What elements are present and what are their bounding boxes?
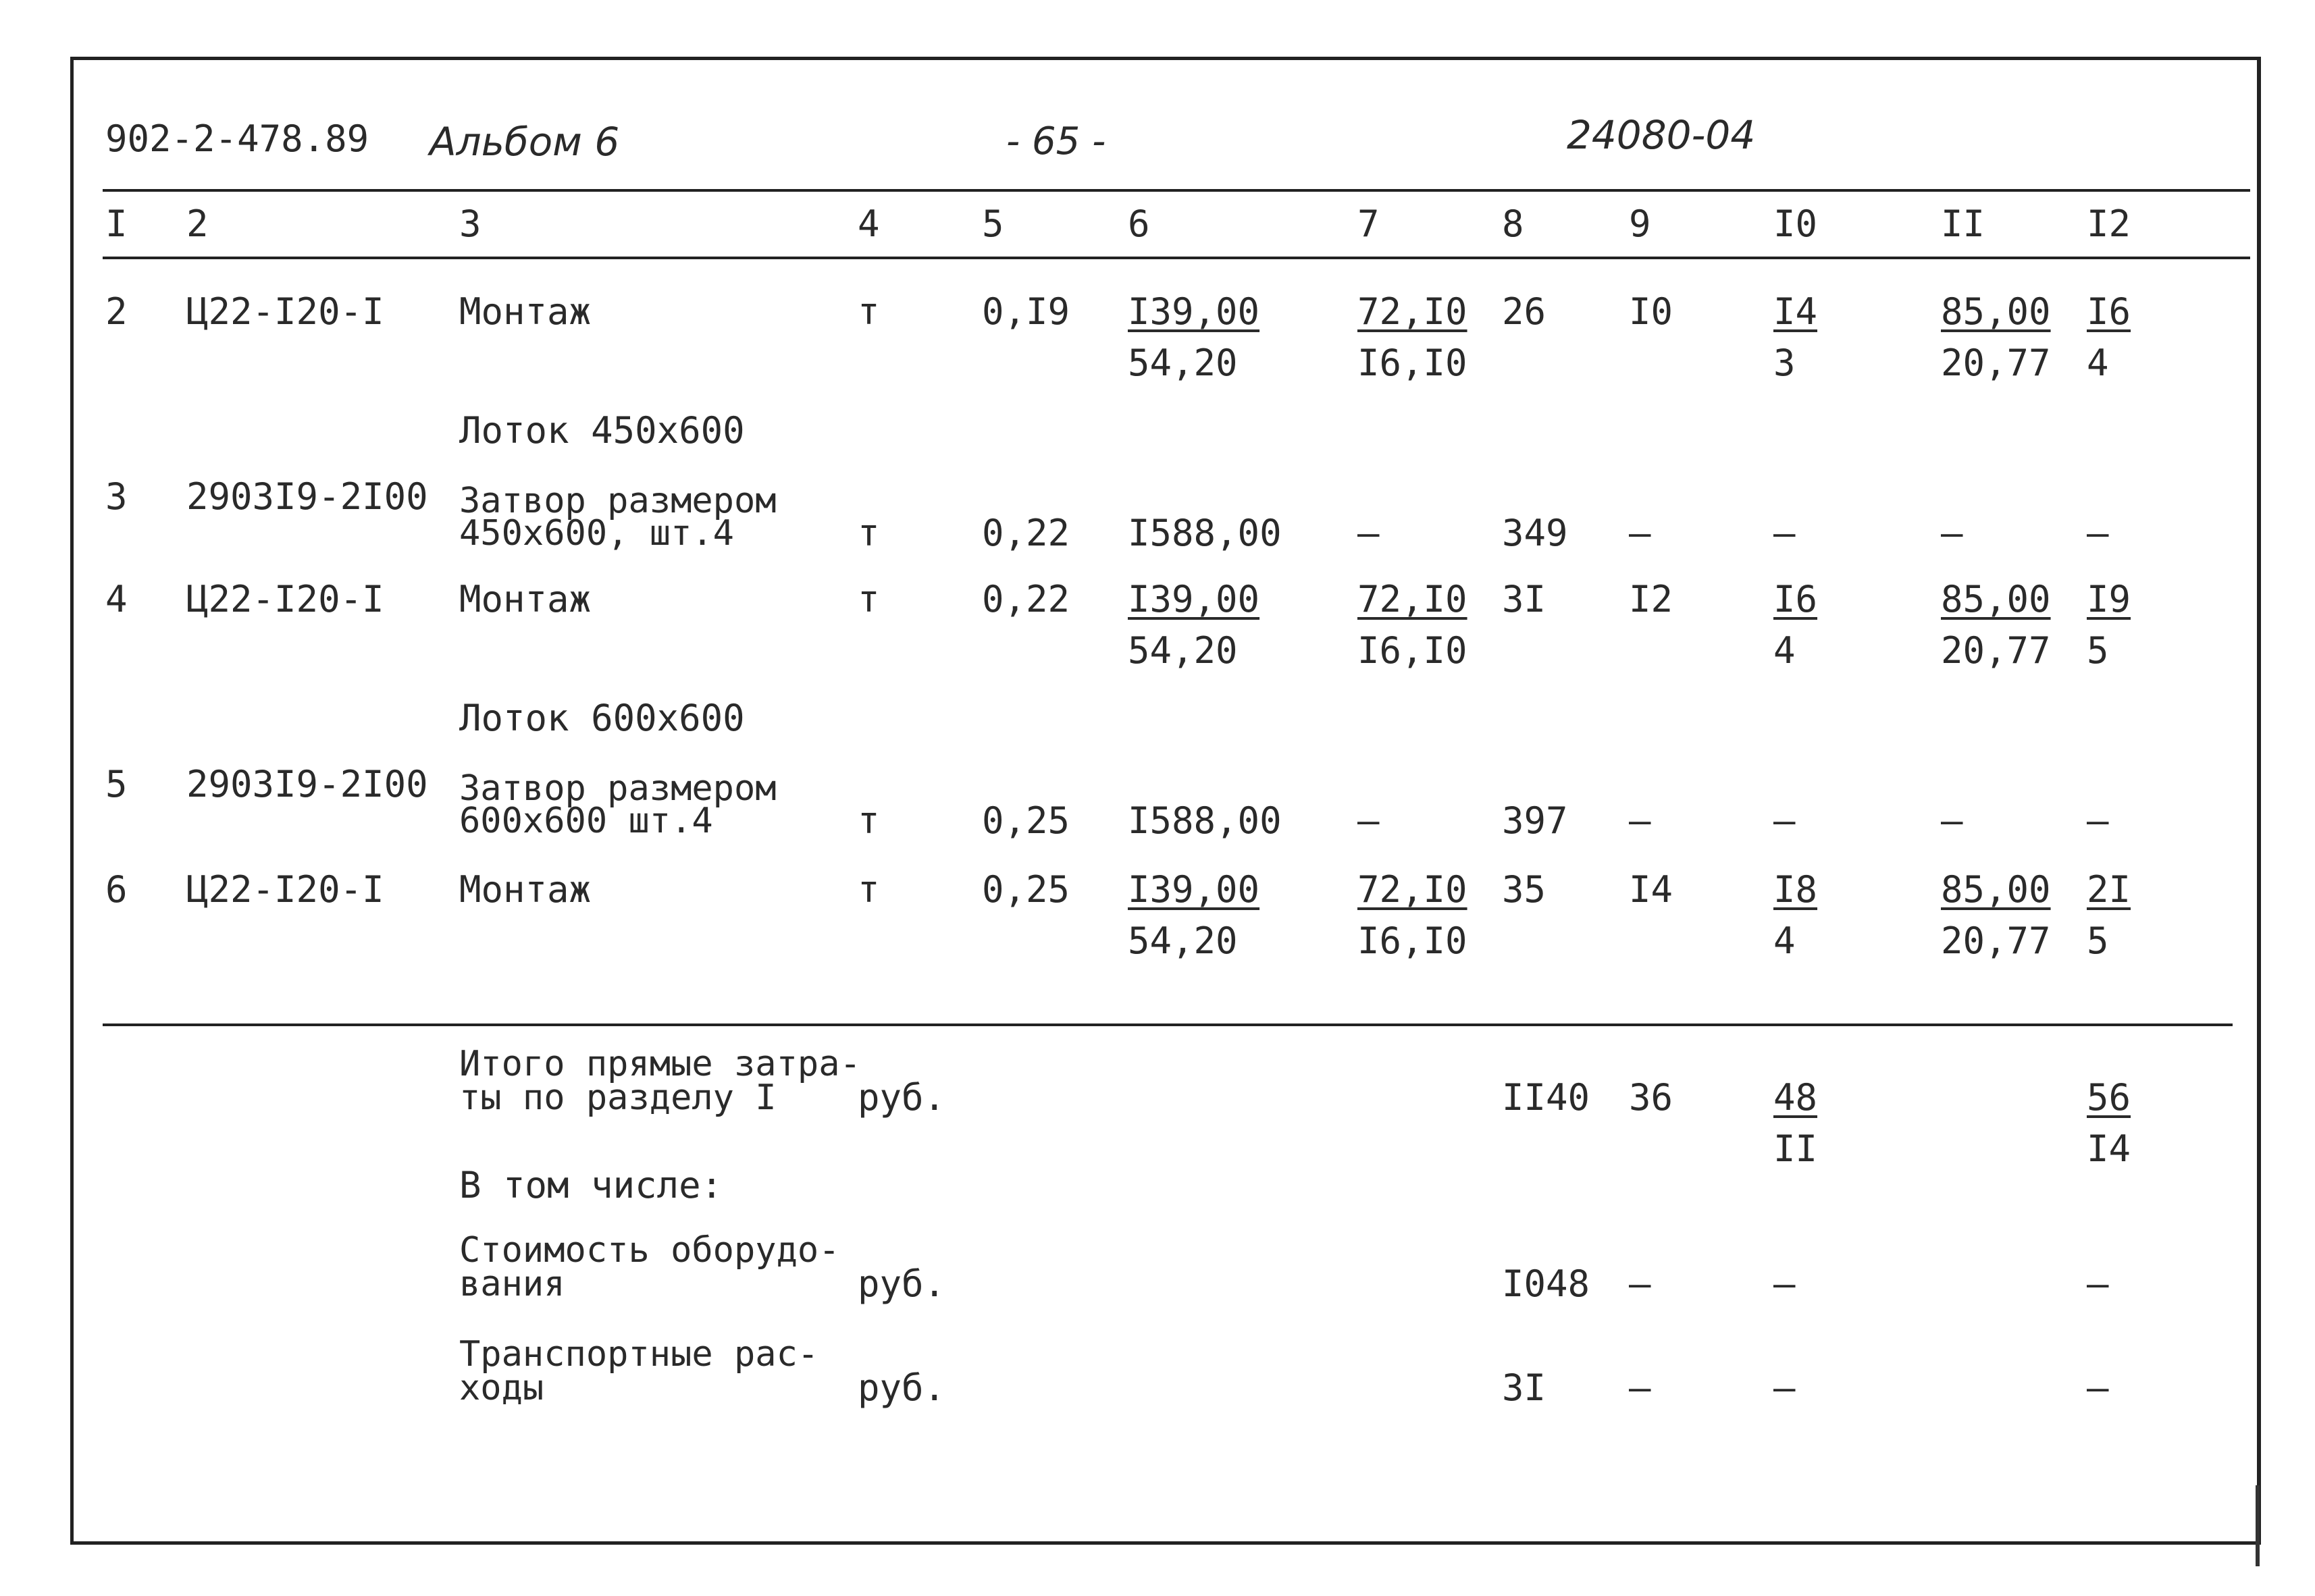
item-name: Монтаж: [459, 578, 592, 620]
col9: –: [1629, 512, 1651, 554]
unit-cost-bottom: 54,20: [1128, 629, 1238, 672]
col11-top: 85,00: [1941, 578, 2051, 620]
col10: –: [1773, 1366, 1796, 1409]
equipment-label-line2: вания: [459, 1264, 565, 1304]
col7-top: 72,I0: [1357, 290, 1467, 333]
column-number: I: [105, 203, 128, 245]
totals-label-line1: Итого прямые затра-: [459, 1044, 861, 1084]
unit: т: [858, 578, 880, 620]
col8: 35: [1502, 868, 1546, 911]
column-number: 2: [186, 203, 209, 245]
col12: –: [2087, 512, 2109, 554]
unit-cost: I588,00: [1128, 512, 1282, 554]
col8: 3I: [1502, 578, 1546, 620]
column-number: 8: [1502, 203, 1524, 245]
col8: I048: [1502, 1262, 1590, 1305]
album-label: Альбом 6: [430, 119, 620, 165]
col12-bottom: 5: [2087, 629, 2109, 672]
col8: 26: [1502, 290, 1546, 333]
col12: –: [2087, 1366, 2109, 1409]
quantity: 0,25: [982, 868, 1070, 911]
unit: руб.: [858, 1076, 946, 1119]
section-subtitle: Лоток 450х600: [459, 409, 745, 452]
item-name-line1: Затвор размером: [459, 768, 777, 809]
including-label: В том числе:: [459, 1164, 723, 1206]
page-number: - 65 -: [1006, 119, 1106, 163]
document-number: 24080-04: [1567, 112, 1756, 158]
frame-edge-mark: [2256, 1485, 2260, 1566]
col12-top: 2I: [2087, 868, 2131, 911]
col8: 349: [1502, 512, 1568, 554]
unit-cost-top: I39,00: [1128, 578, 1260, 620]
col10-bottom: II: [1773, 1127, 1818, 1170]
section-subtitle: Лоток 600х600: [459, 697, 745, 739]
column-number: I0: [1773, 203, 1818, 245]
col8: II40: [1502, 1076, 1590, 1119]
item-name: Монтаж: [459, 290, 592, 333]
col10-top: I4: [1773, 290, 1818, 333]
col10: –: [1773, 799, 1796, 842]
col9: I2: [1629, 578, 1673, 620]
quantity: 0,25: [982, 799, 1070, 842]
rate-code: Ц22-I20-I: [186, 290, 384, 333]
col7-bottom: I6,I0: [1357, 342, 1467, 384]
column-number: 6: [1128, 203, 1150, 245]
col10-top: I6: [1773, 578, 1818, 620]
col12: –: [2087, 799, 2109, 842]
unit-cost-top: I39,00: [1128, 290, 1260, 333]
header-top-rule: [103, 189, 2250, 192]
col9: –: [1629, 1262, 1651, 1305]
col10-bottom: 4: [1773, 629, 1796, 672]
column-number: 9: [1629, 203, 1651, 245]
item-name-line1: Затвор размером: [459, 481, 777, 521]
col11-bottom: 20,77: [1941, 629, 2051, 672]
col12-top: 56: [2087, 1076, 2131, 1119]
col9: 36: [1629, 1076, 1673, 1119]
col7-top: 72,I0: [1357, 868, 1467, 911]
col9: I4: [1629, 868, 1673, 911]
row-number: 6: [105, 868, 128, 911]
item-name: Монтаж: [459, 868, 592, 911]
unit: руб.: [858, 1366, 946, 1409]
quantity: 0,22: [982, 512, 1070, 554]
col11-bottom: 20,77: [1941, 342, 2051, 384]
rate-code: Ц22-I20-I: [186, 578, 384, 620]
col7-top: 72,I0: [1357, 578, 1467, 620]
col7-bottom: I6,I0: [1357, 629, 1467, 672]
unit-cost-bottom: 54,20: [1128, 342, 1238, 384]
item-name-line2: 450х600, шт.4: [459, 513, 734, 554]
col12-bottom: 4: [2087, 342, 2109, 384]
unit: т: [858, 799, 880, 842]
col11-bottom: 20,77: [1941, 920, 2051, 962]
row-number: 2: [105, 290, 128, 333]
transport-label-line2: ходы: [459, 1368, 544, 1408]
col11: –: [1941, 512, 1963, 554]
col12: –: [2087, 1262, 2109, 1305]
rate-code: Ц22-I20-I: [186, 868, 384, 911]
equipment-label-line1: Стоимость оборудо-: [459, 1230, 840, 1271]
col10-top: 48: [1773, 1076, 1818, 1119]
col7: –: [1357, 799, 1380, 842]
col10: –: [1773, 512, 1796, 554]
column-number: I2: [2087, 203, 2131, 245]
col10-bottom: 4: [1773, 920, 1796, 962]
unit: руб.: [858, 1262, 946, 1305]
totals-label-line2: ты по разделу I: [459, 1078, 777, 1118]
column-number: 4: [858, 203, 880, 245]
col10: –: [1773, 1262, 1796, 1305]
column-number: 7: [1357, 203, 1380, 245]
col9: –: [1629, 1366, 1651, 1409]
col11: –: [1941, 799, 1963, 842]
column-number: 5: [982, 203, 1004, 245]
col12-bottom: 5: [2087, 920, 2109, 962]
header-bottom-rule: [103, 257, 2250, 259]
unit: т: [858, 868, 880, 911]
col9: I0: [1629, 290, 1673, 333]
col12-top: I6: [2087, 290, 2131, 333]
col10-bottom: 3: [1773, 342, 1796, 384]
col7-bottom: I6,I0: [1357, 920, 1467, 962]
unit: т: [858, 290, 880, 333]
quantity: 0,22: [982, 578, 1070, 620]
column-number: II: [1941, 203, 1985, 245]
col7: –: [1357, 512, 1380, 554]
col11-top: 85,00: [1941, 868, 2051, 911]
catalog-code: 2903I9-2I00: [186, 475, 428, 518]
totals-rule: [103, 1023, 2233, 1026]
quantity: 0,I9: [982, 290, 1070, 333]
unit-cost-bottom: 54,20: [1128, 920, 1238, 962]
row-number: 5: [105, 763, 128, 805]
col9: –: [1629, 799, 1651, 842]
col8: 3I: [1502, 1366, 1546, 1409]
col10-top: I8: [1773, 868, 1818, 911]
unit: т: [858, 512, 880, 554]
item-name-line2: 600х600 шт.4: [459, 801, 713, 841]
row-number: 4: [105, 578, 128, 620]
col8: 397: [1502, 799, 1568, 842]
document-code: 902-2-478.89: [105, 117, 369, 160]
column-number: 3: [459, 203, 482, 245]
col11-top: 85,00: [1941, 290, 2051, 333]
transport-label-line1: Транспортные рас-: [459, 1334, 819, 1375]
col12-top: I9: [2087, 578, 2131, 620]
catalog-code: 2903I9-2I00: [186, 763, 428, 805]
row-number: 3: [105, 475, 128, 518]
unit-cost: I588,00: [1128, 799, 1282, 842]
col12-bottom: I4: [2087, 1127, 2131, 1170]
unit-cost-top: I39,00: [1128, 868, 1260, 911]
